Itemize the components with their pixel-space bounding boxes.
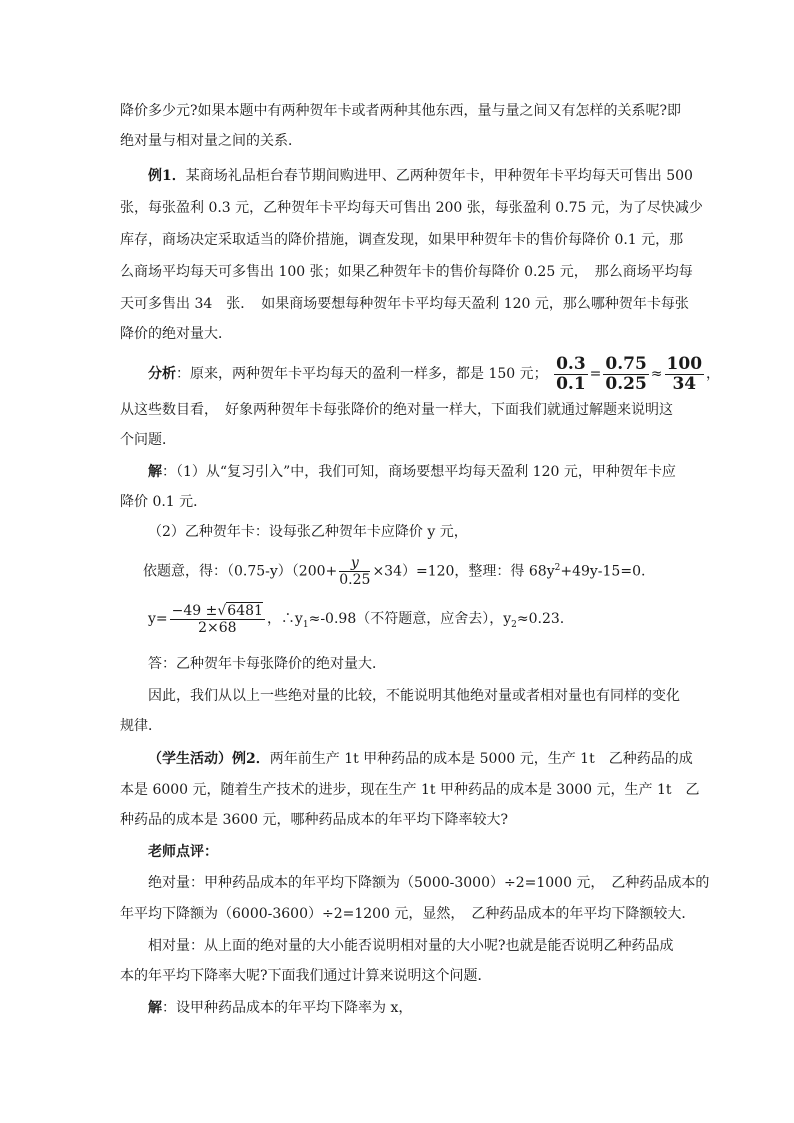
text-line: 降价多少元?如果本题中有两种贺年卡或者两种其他东西，量与量之间又有怎样的关系呢?即 <box>120 103 682 119</box>
text-line: 从这些数目看， 好象两种贺年卡每张降价的绝对量一样大，下面我们就通过解题来说明这 <box>120 402 673 418</box>
text-line: 本的年平均下降率大呢?下面我们通过计算来说明这个问题． <box>120 968 492 984</box>
equation-text: +49y-15=0. <box>560 563 646 580</box>
solution-label: 解 <box>148 464 162 480</box>
text-line: 年平均下降额为（6000-3600）÷2=1200 元，显然， 乙种药品成本的年平均下降额较大． <box>120 906 696 922</box>
equation-text: y= <box>148 611 168 627</box>
solution-2-line <box>148 998 708 1018</box>
text-line: 么商场平均每天可多售出 100 张；如果乙种贺年卡的售价每降价 0.25 元， 那么商场平均每 <box>120 264 693 280</box>
analysis-text: ：原来，两种贺年卡平均每天的盈利一样多，都是 150 元； <box>176 366 548 382</box>
solution-text: ：（1）从“复习引入”中，我们可知，商场要想平均每天盈利 120 元，甲种贺年卡应 <box>162 464 676 480</box>
text-line: 相对量：从上面的绝对量的大小能否说明相对量的大小呢?也就是能否说明乙种药品成 <box>148 938 674 954</box>
text-line: 规律． <box>120 718 162 734</box>
equation-text: 依题意，得：（0.75-y）（200+ <box>143 563 338 580</box>
text-line: 绝对量与相对量之间的关系． <box>120 133 302 149</box>
equation-2 <box>148 598 708 640</box>
fraction-0.3-over-0.1: $\frac{0.3}{0.1}$ <box>556 353 586 394</box>
example-2-line <box>148 749 708 769</box>
example-1-label: 例1． <box>148 168 186 184</box>
text-line: 种药品的成本是 3600 元，哪种药品成本的年平均下降率较大? <box>120 812 509 828</box>
approx-sign: ≈ <box>650 366 663 382</box>
subscript: 2 <box>511 619 517 630</box>
text-line: 天可多售出 34 张． 如果商场要想每种贺年卡平均每天盈利 120 元，那么哪种贺年卡每张 <box>120 296 689 312</box>
example-2-text: 两年前生产 1t 甲种药品的成本是 5000 元，生产 1t 乙种药品的成 <box>269 751 693 767</box>
text-line: 库存，商场决定采取适当的降价措施，调查发现，如果甲种贺年卡的售价每降价 0.1 元，那 <box>120 232 684 248</box>
equation-text: ×34）=120，整理：得 68y <box>372 563 555 580</box>
equation-text: ≈-0.98（不符题意，应舍去），y <box>308 611 512 627</box>
text-line: 个问题． <box>120 432 176 448</box>
text-line: 张，每张盈利 0.3 元，乙种贺年卡平均每天可售出 200 张，每张盈利 0.75 元，为了尽快减少 <box>120 200 703 216</box>
comma: ， <box>706 366 721 382</box>
equation-1 <box>143 548 703 588</box>
quadratic-formula-fraction: $\frac{-49 \pm√6481}{2\times 68}$ <box>171 602 263 636</box>
equation-text: ，∴y <box>266 611 303 627</box>
text-line: 绝对量：甲种药品成本的年平均下降额为（5000-3000）÷2=1000 元， 乙种药品成本的 <box>148 875 710 891</box>
equals-sign: = <box>589 366 602 382</box>
fraction-0.75-over-0.25: $\frac{0.75}{0.25}$ <box>605 353 647 394</box>
text-line: 降价 0.1 元． <box>120 494 208 510</box>
fraction-y-over-0.25: $\frac{y}{0.25}$ <box>339 555 371 589</box>
text-line: （2）乙种贺年卡：设每张乙种贺年卡应降价 y 元， <box>148 524 468 540</box>
superscript: 2 <box>554 563 561 573</box>
teacher-comment-heading: 老师点评： <box>148 844 218 860</box>
solution-line <box>148 462 708 482</box>
example-1-text: 某商场礼品柜台春节期间购进甲、乙两种贺年卡，甲种贺年卡平均每天可售出 500 <box>185 168 693 184</box>
text-line: 降价的绝对量大． <box>120 326 232 342</box>
subscript: 1 <box>302 619 309 630</box>
solution-2-label: 解 <box>148 1000 162 1016</box>
analysis-line <box>148 353 721 394</box>
text-line: 本是 6000 元，随着生产技术的进步，现在生产 1t 甲种药品的成本是 3000 元，生产 1t 乙 <box>120 782 700 798</box>
solution-2-text: ：设甲种药品成本的年平均下降率为 x， <box>162 1000 413 1016</box>
answer-line: 答：乙种贺年卡每张降价的绝对量大． <box>148 656 386 672</box>
equation-text: ≈0.23. <box>516 611 565 627</box>
example-1-line <box>148 166 708 186</box>
analysis-label: 分析 <box>148 366 176 382</box>
text-line: 因此，我们从以上一些绝对量的比较，不能说明其他绝对量或者相对量也有同样的变化 <box>148 688 680 704</box>
fraction-100-over-34: $\frac{100}{34}$ <box>666 353 703 394</box>
example-2-label: （学生活动）例2． <box>148 751 270 767</box>
